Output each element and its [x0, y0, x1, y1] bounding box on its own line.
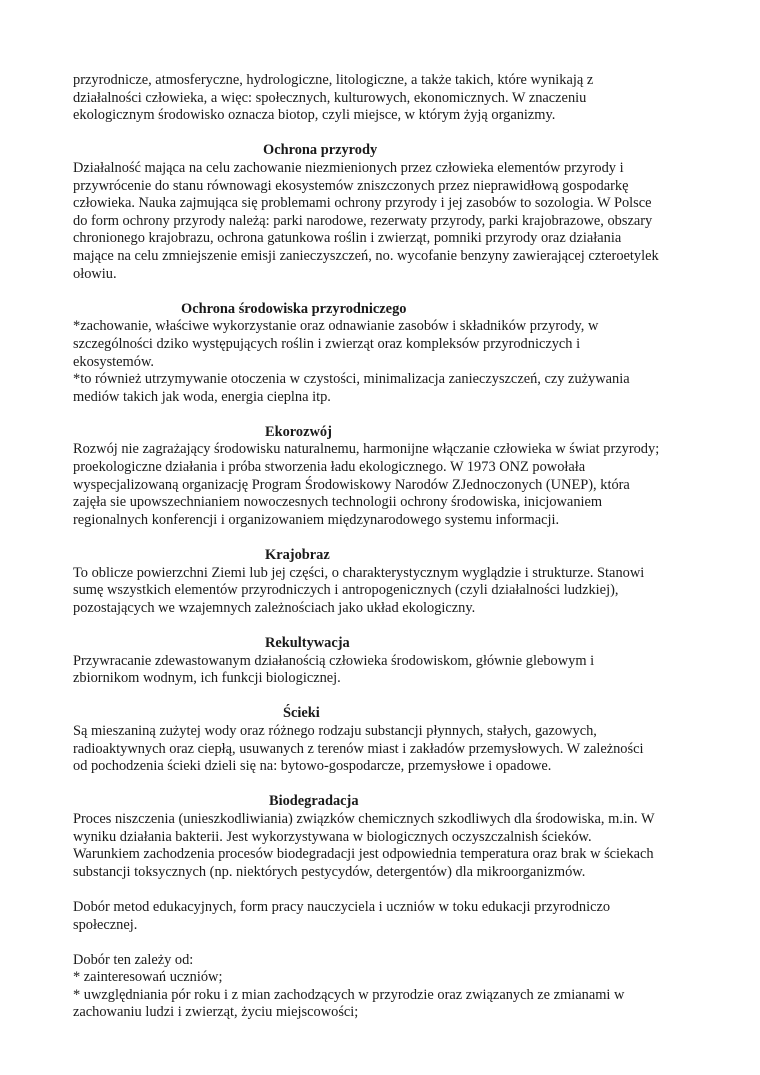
text-line: ołowiu. — [73, 265, 117, 282]
text-line: ekologicznym środowisko oznacza biotop, czyli miejsce, w którym żyją organizmy. — [73, 107, 556, 124]
paragraph — [73, 318, 693, 406]
text-line: Rozwój nie zagrażający środowisku naturalnemu, harmonijne włączanie człowieka w świat przyrody; — [73, 441, 660, 458]
paragraph-gap — [73, 688, 693, 706]
text-line: substancji toksycznych (np. niektórych pestycydów, detergentów) dla mikroorganizmów. — [73, 863, 586, 880]
section-heading: Ścieki — [283, 705, 320, 722]
paragraph — [73, 811, 693, 881]
paragraph — [73, 899, 693, 934]
text-line: To oblicze powierzchni Ziemi lub jej części, o charakterystycznym wyglądzie i strukturze. Stanowi — [73, 564, 645, 581]
text-line: regionalnych konferencji i organizowaniem międzynarodowego systemu informacji. — [73, 511, 560, 528]
text-line: sumę wszystkich elementów przyrodniczych i antropogenicznych (czyli działalności ludzkiej), — [73, 582, 619, 599]
text-line: proekologiczne działania i próba stworzenia ładu ekologicznego. W 1973 ONZ powołała — [73, 459, 586, 476]
paragraph — [73, 72, 693, 125]
paragraph — [73, 160, 693, 283]
text-line: *zachowanie, właściwe wykorzystanie oraz odnawianie zasobów i składników przyrody, w — [73, 318, 599, 335]
paragraph — [73, 723, 693, 776]
paragraph-gap — [73, 125, 693, 143]
section-heading: Krajobraz — [265, 547, 330, 564]
text-line: mediów takich jak woda, energia cieplna itp. — [73, 388, 331, 405]
paragraph-gap — [73, 934, 693, 952]
text-line: * zainteresowań uczniów; — [73, 969, 223, 986]
text-line: chronionego krajobrazu, ochrona gatunkowa roślin i zwierząt, pomniki przyrody oraz działania — [73, 230, 622, 247]
text-line: Działalność mająca na celu zachowanie niezmienionych przez człowieka elementów przyrody i — [73, 159, 624, 176]
text-line: wyspecjalizowaną organizację Program Środowiskowy Narodów ZJednoczonych (UNEP), która — [73, 476, 630, 493]
section-heading: Biodegradacja — [269, 793, 359, 810]
text-line: przywrócenie do stanu równowagi ekosystemów zniszczonych przez nieprawidłową gospodarkę — [73, 177, 629, 194]
paragraph — [73, 653, 693, 688]
text-line: do form ochrony przyrody należą: parki narodowe, rezerwaty przyrody, parki krajobrazowe, obszary — [73, 212, 653, 229]
text-line: Warunkiem zachodzenia procesów biodegradacji jest odpowiednia temperatura oraz brak w ściekach — [73, 846, 654, 863]
paragraph-gap — [73, 406, 693, 424]
text-line: zajęła sie upowszechnianiem nowoczesnych technologii ochrony środowiska, inicjowaniem — [73, 494, 603, 511]
paragraph — [73, 952, 693, 1022]
section-heading: Rekultywacja — [265, 635, 350, 651]
text-line: zbiornikom wodnym, ich funkcji biologicznej. — [73, 670, 341, 687]
text-line: radioaktywnych oraz ciepłą, usuwanych z terenów miast i zakładów przemysłowych. W zależności — [73, 740, 644, 757]
document-page — [73, 72, 693, 1022]
text-line: Dobór ten zależy od: — [73, 951, 194, 968]
text-line: od pochodzenia ścieki dzieli się na: bytowo-gospodarcze, przemysłowe i opadowe. — [73, 758, 552, 775]
text-line: Dobór metod edukacyjnych, form pracy nauczyciela i uczniów w toku edukacji przyrodniczo — [73, 898, 611, 915]
section-heading: Ochrona przyrody — [263, 142, 378, 159]
text-line: ekosystemów. — [73, 353, 155, 370]
paragraph-gap — [73, 529, 693, 547]
paragraph — [73, 565, 693, 618]
text-line: Przywracanie zdewastowanym działanością człowieka środowiskom, głównie glebowym i — [73, 652, 595, 669]
text-line: Są mieszaniną zużytej wody oraz różnego rodzaju substancji płynnych, stałych, gazowych, — [73, 722, 597, 739]
text-line: człowieka. Nauka zajmująca się problemami ochrony przyrody i jej zasobów to sozologia. W Polsce — [73, 195, 652, 212]
paragraph-gap — [73, 283, 693, 301]
paragraph-gap — [73, 881, 693, 899]
paragraph — [73, 441, 693, 529]
text-line: przyrodnicze, atmosferyczne, hydrologiczne, litologiczne, a także takich, które wynikają z — [73, 72, 594, 88]
text-line: * uwzględniania pór roku i z mian zachodzących w przyrodzie oraz związanych ze zmianami w — [73, 986, 625, 1003]
text-line: *to również utrzymywanie otoczenia w czystości, minimalizacja zanieczyszczeń, czy zużywania — [73, 371, 630, 388]
text-line: społecznej. — [73, 916, 138, 933]
section-heading: Ekorozwój — [265, 423, 332, 440]
section-heading: Ochrona środowiska przyrodniczego — [181, 300, 407, 317]
text-line: mające na celu zmniejszenie emisji zanieczyszczeń, no. wycofanie benzyny zawierającej czteroetylek — [73, 247, 659, 264]
paragraph-gap — [73, 776, 693, 794]
text-line: Proces niszczenia (unieszkodliwiania) związków chemicznych szkodliwych dla środowiska, m.in. W — [73, 810, 655, 827]
text-line: pozostających we wzajemnych zależnościach jako układ ekologiczny. — [73, 599, 476, 616]
text-line: zachowaniu ludzi i zwierząt, życiu miejscowości; — [73, 1004, 359, 1021]
text-line: działalności człowieka, a więc: społecznych, kulturowych, ekonomicznych. W znaczeniu — [73, 89, 587, 106]
text-line: wyniku działania bakterii. Jest wykorzystywana w biologicznych oczyszczalnish ścieków. — [73, 828, 592, 845]
paragraph-gap — [73, 617, 693, 635]
text-line: szczególności dziko występujących roślin i zwierząt oraz kompleksów przyrodniczych i — [73, 335, 581, 352]
